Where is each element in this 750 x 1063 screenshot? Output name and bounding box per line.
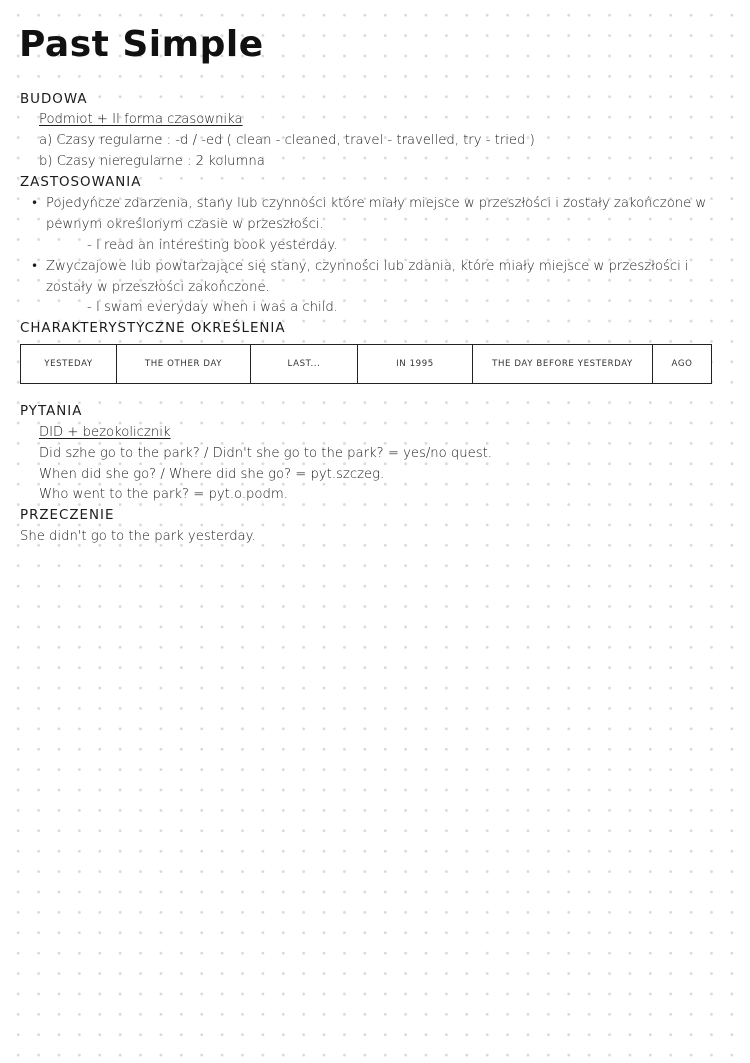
table-cell: AGO <box>653 345 712 384</box>
budowa-regular: a) Czasy regularne : -d / -ed ( clean - cleaned, travel - travelled, try - tried ) <box>39 133 535 148</box>
pytania-line-2: When did she go? / Where did she go? = pyt.szczeg. <box>39 467 385 482</box>
section-heading-pytania: PYTANIA <box>20 404 83 419</box>
time-expressions-table <box>20 344 712 384</box>
zastosowania-item-1-line2: pewnym określonym czasie w przeszłości. <box>46 217 324 232</box>
pytania-line-1: Did szhe go to the park? / Didn't she go to the park? = yes/no quest. <box>39 446 492 461</box>
table-cell: LAST... <box>251 345 358 384</box>
zastosowania-item-2-example: - I swam everyday when i was a child. <box>87 300 338 315</box>
budowa-irregular: b) Czasy nieregularne : 2 kolumna <box>39 154 265 169</box>
budowa-formula: Podmiot + II forma czasownika <box>39 112 243 127</box>
pytania-formula: DID + bezokolicznik <box>39 425 171 440</box>
section-heading-okreslenia: CHARAKTERYSTYCZNE OKREŚLENIA <box>20 321 286 336</box>
zastosowania-item-2-line2: zostały w przeszłości zakończone. <box>46 280 270 295</box>
zastosowania-item-2-line1: Zwyczajowe lub powtarzające się stany, czynności lub zdania, które miały miejsce w przeszłości i <box>46 259 689 274</box>
section-heading-zastosowania: ZASTOSOWANIA <box>20 175 142 190</box>
bullet-icon: • <box>31 259 39 273</box>
table-row <box>21 345 712 384</box>
table-cell: YESTEDAY <box>21 345 117 384</box>
bullet-icon: • <box>31 196 39 210</box>
table-cell: THE OTHER DAY <box>117 345 251 384</box>
zastosowania-item-1-line1: Pojedyńcze zdarzenia, stany lub czynności które miały miejsce w przeszłości i zostały zakończone w <box>46 196 707 211</box>
pytania-line-3: Who went to the park? = pyt.o.podm. <box>39 487 288 502</box>
section-heading-budowa: BUDOWA <box>20 92 88 107</box>
page-title: Past Simple <box>19 24 264 65</box>
section-heading-przeczenie: PRZECZENIE <box>20 508 115 523</box>
przeczenie-example: She didn't go to the park yesterday. <box>20 529 256 544</box>
table-cell: IN 1995 <box>358 345 473 384</box>
table-cell: THE DAY BEFORE YESTERDAY <box>473 345 653 384</box>
zastosowania-item-1-example: - I read an interesting book yesterday. <box>87 238 338 253</box>
